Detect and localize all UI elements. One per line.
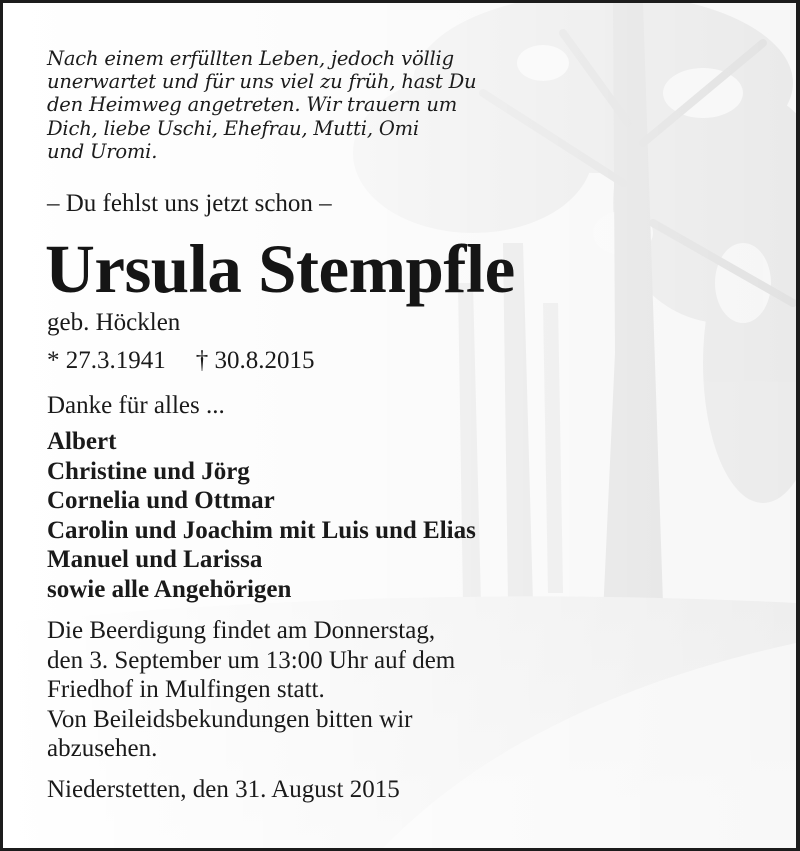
mourner: Albert	[47, 428, 117, 455]
mourner: Cornelia und Ottmar	[47, 487, 275, 514]
obituary-notice	[3, 3, 796, 848]
mourner: Manuel und Larissa	[47, 546, 263, 573]
deceased-name: Ursula Stempfle	[45, 231, 515, 307]
place-and-date: Niederstetten, den 31. August 2015	[47, 776, 400, 803]
intro-line: unerwartet und für uns viel zu früh, hast Du	[47, 70, 477, 94]
intro-line: Nach einem erfüllten Leben, jedoch völlig	[47, 47, 454, 70]
motto: – Du fehlst uns jetzt schon –	[47, 190, 332, 217]
funeral-line: Friedhof in Mulfingen statt.	[47, 676, 325, 703]
mourner: Carolin und Joachim mit Luis und Elias	[47, 516, 476, 544]
mourner: Christine und Jörg	[47, 457, 250, 485]
funeral-line: abzusehen.	[47, 735, 158, 762]
funeral-line: Die Beerdigung findet am Donnerstag,	[47, 617, 436, 644]
mourner: sowie alle Angehörigen	[47, 575, 292, 603]
funeral-details	[47, 616, 455, 764]
funeral-line: den 3. September um 13:00 Uhr auf dem	[47, 646, 456, 674]
funeral-line: Von Beileidsbekundungen bitten wir	[47, 705, 413, 733]
intro-line: den Heimweg angetreten. Wir trauern um	[47, 93, 458, 117]
death-date: † 30.8.2015	[195, 347, 315, 374]
birth-name: geb. Höcklen	[47, 309, 181, 336]
mourners-list	[47, 427, 476, 604]
intro-line: Dich, liebe Uschi, Ehefrau, Mutti, Omi	[47, 116, 419, 140]
intro-line: und Uromi.	[47, 139, 158, 163]
intro-verse	[47, 47, 567, 163]
life-dates	[47, 346, 315, 376]
birth-date: * 27.3.1941	[47, 347, 166, 374]
thanks-line: Danke für alles ...	[47, 392, 225, 419]
